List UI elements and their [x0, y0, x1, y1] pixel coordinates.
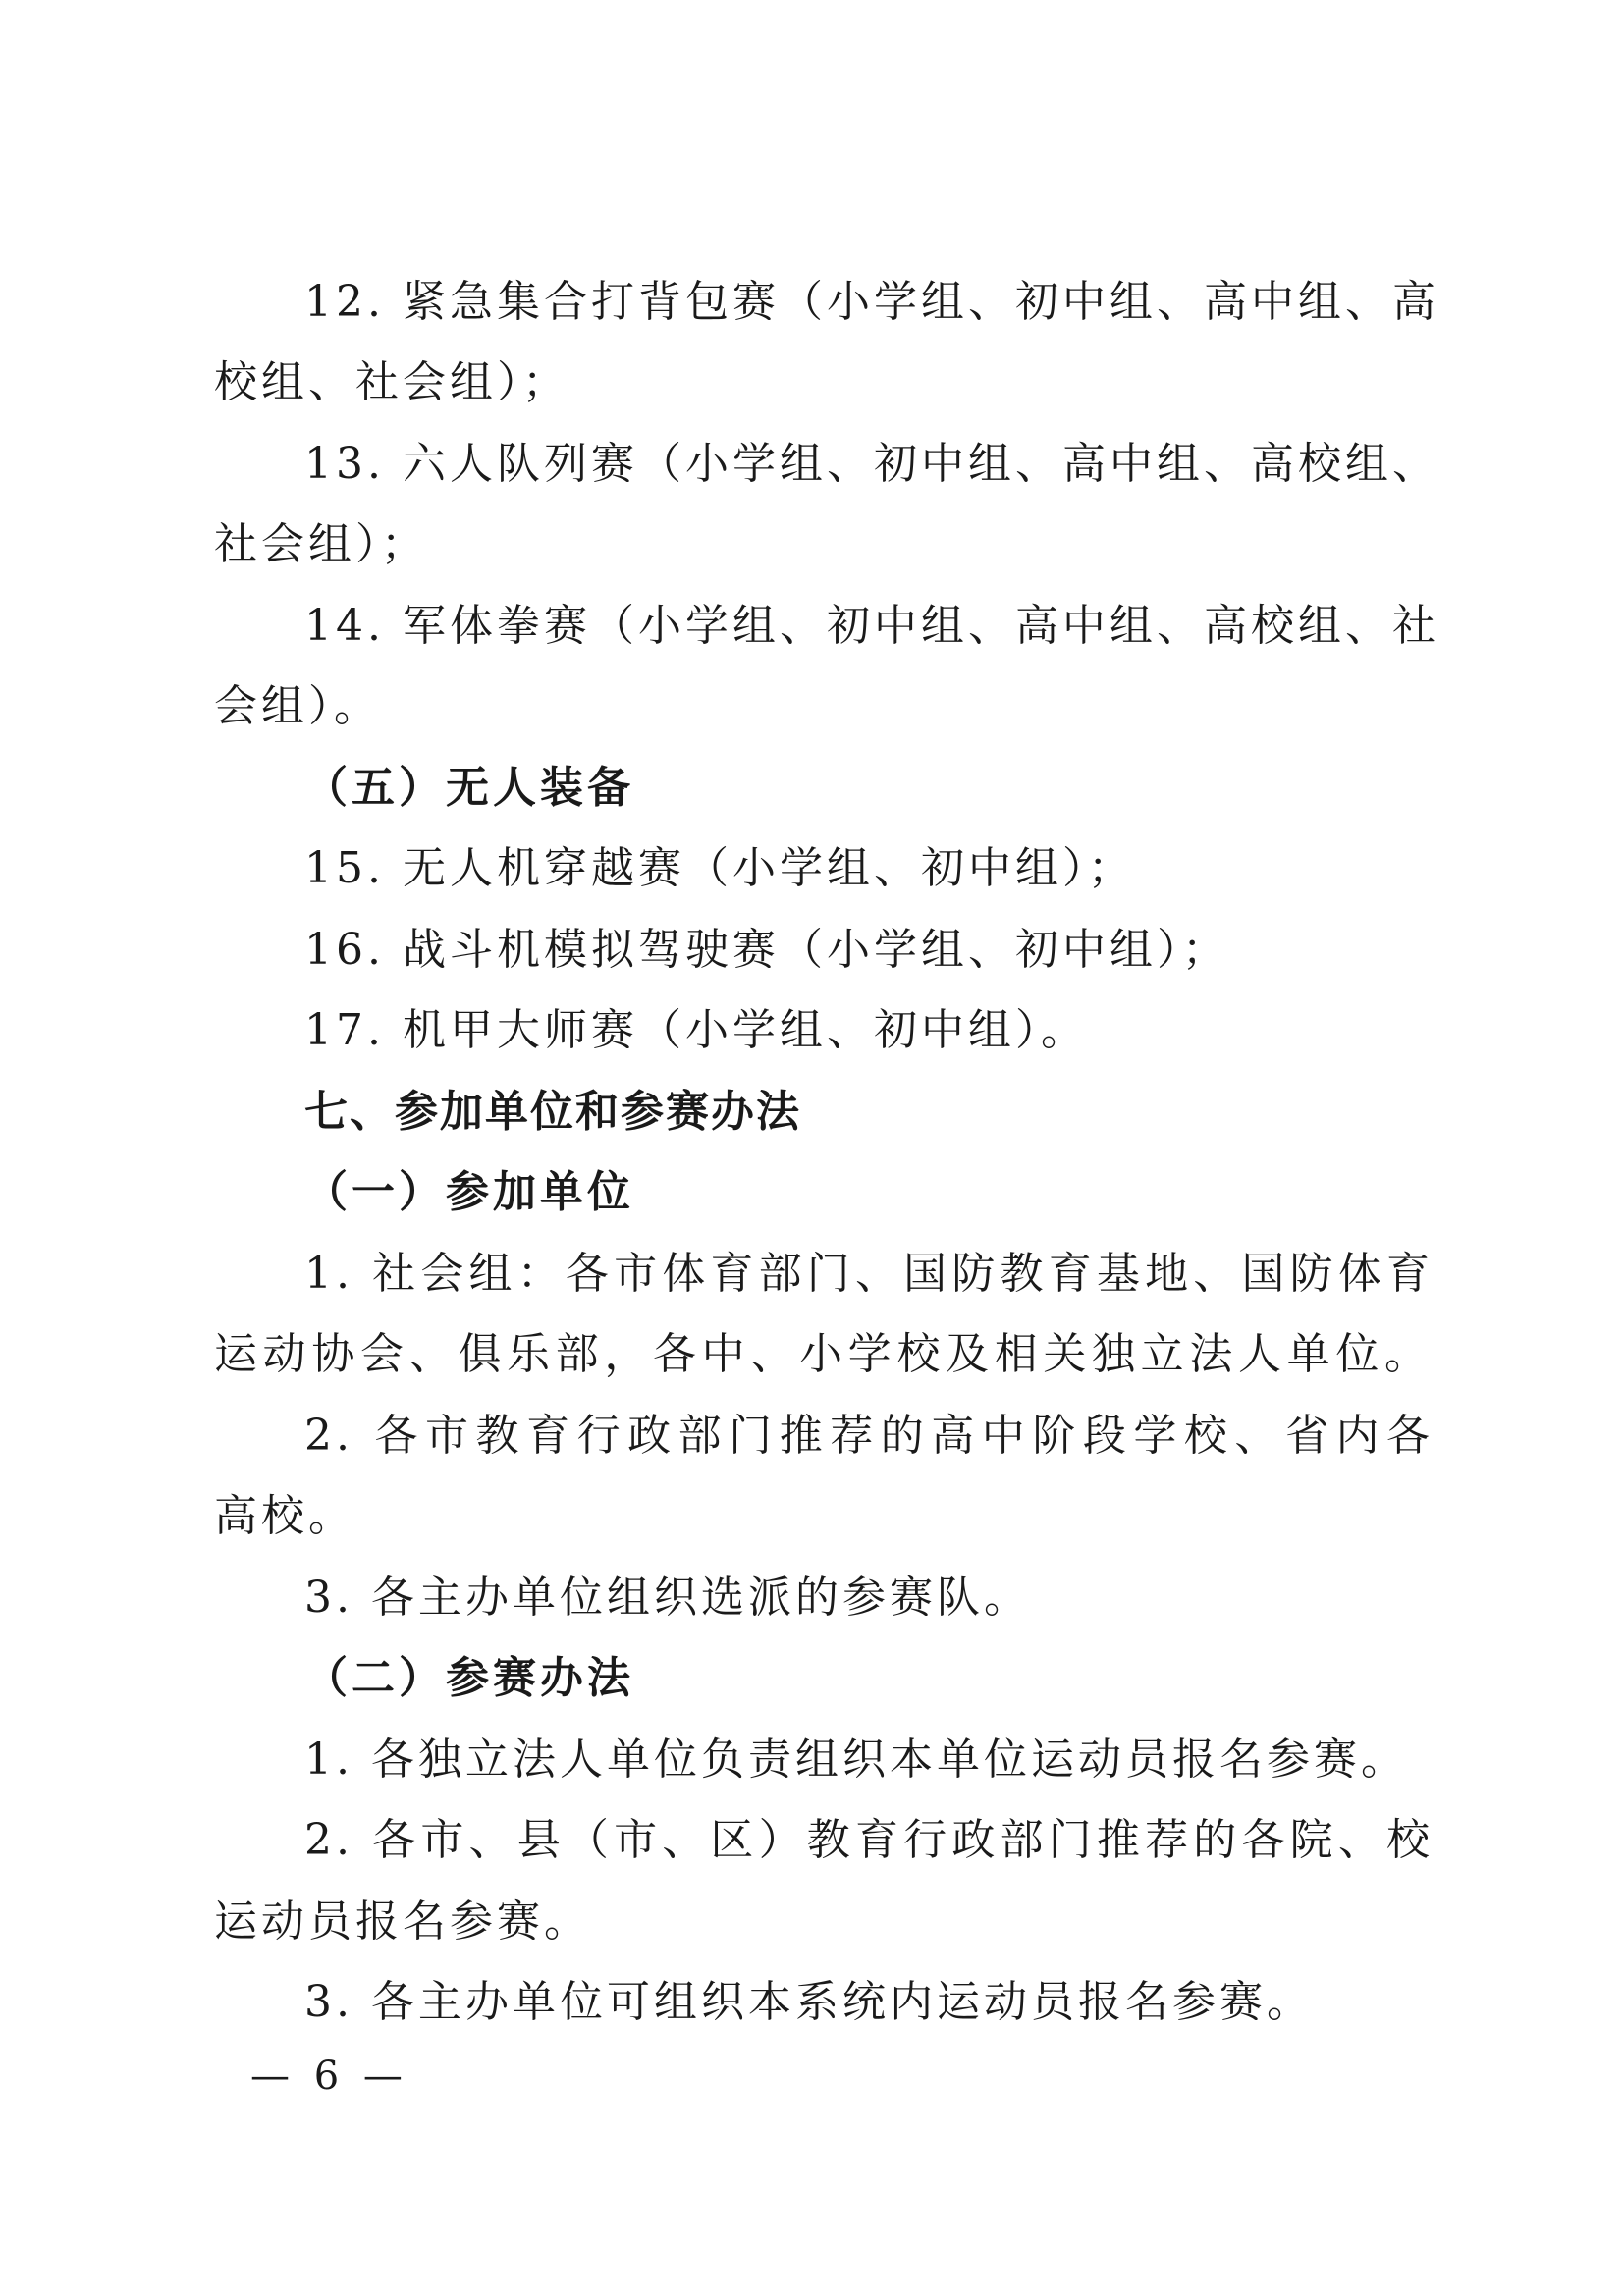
units-title: （一）参加单位	[304, 1167, 634, 1217]
item-12-line-2: 校组、社会组）；	[214, 357, 569, 407]
item-15: 15. 无人机穿越赛（小学组、初中组）；	[304, 843, 1135, 893]
page-number: — 6 —	[250, 2054, 408, 2099]
unit-2-line-2: 高校。	[214, 1491, 355, 1541]
item-13-line-2: 社会组）；	[214, 519, 428, 569]
method-2-line-1: 2. 各市、县（市、区）教育行政部门推荐的各院、校	[304, 1815, 1434, 1865]
chapter-7-title: 七、参加单位和参赛办法	[304, 1087, 801, 1137]
item-16: 16. 战斗机模拟驾驶赛（小学组、初中组）；	[304, 925, 1229, 975]
item-13-line-1: 13. 六人队列赛（小学组、初中组、高中组、高校组、	[304, 439, 1439, 489]
method-2-line-2: 运动员报名参赛。	[214, 1896, 591, 1947]
item-12-line-1: 12. 紧急集合打背包赛（小学组、初中组、高中组、高	[304, 277, 1439, 327]
item-17: 17. 机甲大师赛（小学组、初中组）。	[304, 1005, 1088, 1055]
unit-2-line-1: 2. 各市教育行政部门推荐的高中阶段学校、省内各	[304, 1411, 1434, 1461]
section-5-title: （五）无人装备	[304, 763, 634, 813]
item-14-line-2: 会组）。	[214, 681, 381, 731]
unit-3: 3. 各主办单位组织选派的参赛队。	[304, 1573, 1031, 1623]
methods-title: （二）参赛办法	[304, 1653, 634, 1703]
method-3: 3. 各主办单位可组织本系统内运动员报名参赛。	[304, 1977, 1314, 2027]
method-1: 1. 各独立法人单位负责组织本单位运动员报名参赛。	[304, 1735, 1408, 1785]
item-14-line-1: 14. 军体拳赛（小学组、初中组、高中组、高校组、社	[304, 601, 1439, 651]
unit-1-line-1: 1. 社会组：各市体育部门、国防教育基地、国防体育	[304, 1249, 1434, 1299]
unit-1-line-2: 运动协会、俱乐部，各中、小学校及相关独立法人单位。	[214, 1329, 1432, 1379]
